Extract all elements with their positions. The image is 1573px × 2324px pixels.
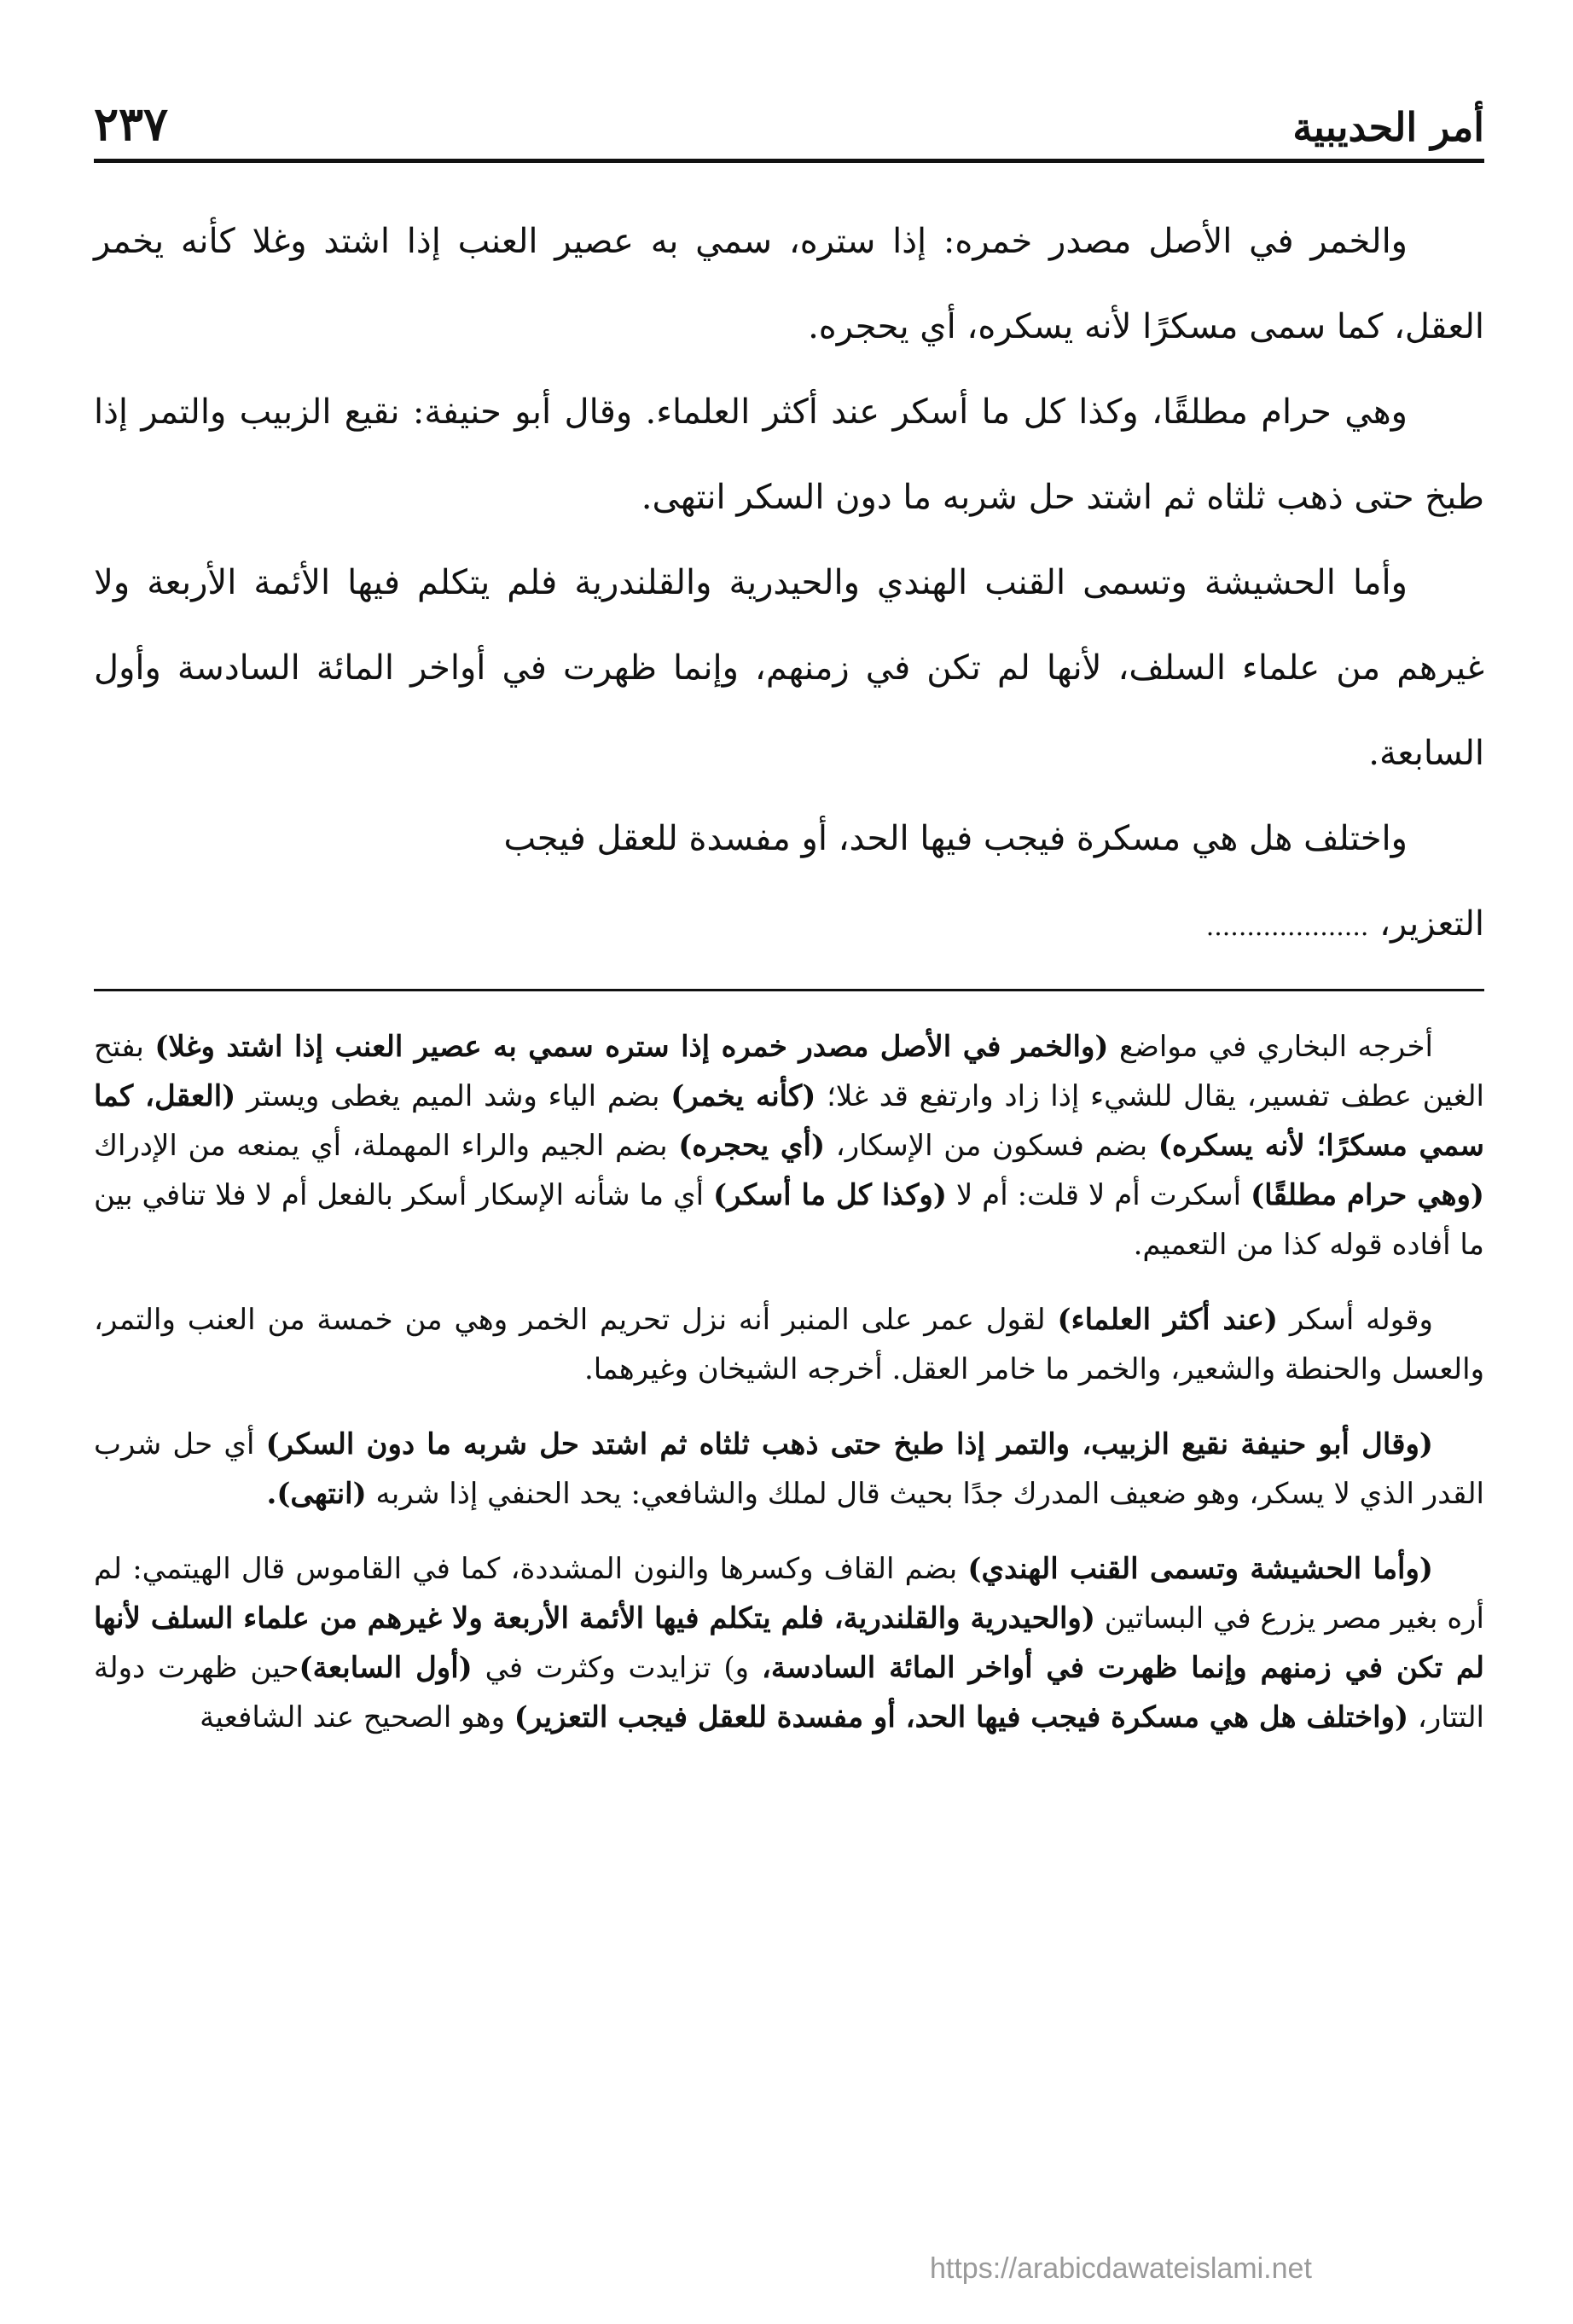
commentary-paragraph-2 bbox=[94, 1295, 1484, 1394]
quoted-matn-segment: (كأنه يخمر) bbox=[670, 1079, 816, 1113]
page bbox=[94, 68, 1484, 2286]
commentary-segment: أي حل شرب القدر الذي لا يسكر، وهو ضعيف المدرك جدًا بحيث قال لملك والشافعي: يحد الحنفي إذا شربه bbox=[94, 1427, 1484, 1511]
commentary-paragraph-1 bbox=[94, 1022, 1484, 1269]
watermark-url: https://arabicdawateislami.net bbox=[930, 2252, 1312, 2285]
commentary-segment: أي ما شأنه الإسكار أسكر بالفعل أم لا فلا تنافي بين ما أفاده قوله كذا من التعميم. bbox=[94, 1178, 1484, 1262]
commentary-paragraph-4 bbox=[94, 1544, 1484, 1742]
quoted-matn-segment: (والخمر في الأصل مصدر خمره إذا ستره سمي به عصير العنب إذا اشتد وغلا) bbox=[154, 1030, 1109, 1064]
quoted-matn-segment: (وكذا كل ما أسكر) bbox=[712, 1178, 947, 1212]
main-paragraph-1: والخمر في الأصل مصدر خمره: إذا ستره، سمي به عصير العنب إذا اشتد وغلا كأنه يخمر العقل، كما سمى مسكرًا لأنه يسكره، أي يحجره. bbox=[94, 222, 1484, 346]
commentary-segment: أسكرت أم لا قلت: أم لا bbox=[946, 1178, 1251, 1212]
main-paragraph-3: وأما الحشيشة وتسمى القنب الهندي والحيدرية والقلندرية فلم يتكلم فيها الأئمة الأربعة ولا غيرهم من علماء السلف، لأنها لم تكن في زمنهم، وإنما ظهرت في أواخر المائة السادسة وأول السابعة. bbox=[94, 563, 1484, 773]
commentary-segment: وهو الصحيح عند الشافعية bbox=[200, 1700, 514, 1734]
header-rule bbox=[94, 159, 1484, 163]
running-title: أمر الحديبية bbox=[1292, 104, 1484, 150]
commentary-segment: بضم الياء وشد الميم يغطى ويستر bbox=[235, 1079, 671, 1113]
main-paragraph-2: وهي حرام مطلقًا، وكذا كل ما أسكر عند أكثر العلماء. وقال أبو حنيفة: نقيع الزبيب والتمر إذا طبخ حتى ذهب ثلثاه ثم اشتد حل شربه ما دون السكر انتهى. bbox=[94, 392, 1484, 517]
commentary-segment: وقوله أسكر bbox=[1277, 1303, 1433, 1337]
commentary-segment: بضم القاف وكسرها والنون المشددة، كما في القاموس قال الهيتمي: لم أره بغير مصر يزرع في البساتين bbox=[94, 1552, 1484, 1636]
main-paragraph-4: واختلف هل هي مسكرة فيجب فيها الحد، أو مفسدة للعقل فيجب bbox=[503, 819, 1408, 858]
quoted-matn-segment: (واختلف هل هي مسكرة فيجب فيها الحد، أو مفسدة للعقل فيجب التعزير) bbox=[514, 1700, 1409, 1734]
commentary-segment: بضم فسكون من الإسكار، bbox=[825, 1129, 1158, 1163]
quoted-matn-segment: (انتهى). bbox=[266, 1477, 367, 1511]
commentary-segment: أخرجه البخاري في مواضع bbox=[1108, 1030, 1434, 1064]
main-text bbox=[94, 199, 1484, 970]
continuation-dots: .................... bbox=[1205, 912, 1369, 942]
quoted-matn-segment: (عند أكثر العلماء) bbox=[1057, 1303, 1278, 1337]
page-number: ٢٣٧ bbox=[94, 96, 169, 151]
quoted-matn-segment: (العقل، كما سمي مسكرًا؛ لأنه يسكره) bbox=[94, 1079, 1484, 1163]
quoted-matn-segment: (وأما الحشيشة وتسمى القنب الهندي) bbox=[967, 1552, 1434, 1586]
commentary bbox=[94, 1022, 1484, 1742]
commentary-segment: لقول عمر على المنبر أنه نزل تحريم الخمر وهي من خمسة من العنب والتمر، والعسل والحنطة والشعير، والخمر ما خامر العقل. أخرجه الشيخان وغيرهما. bbox=[94, 1303, 1484, 1386]
main-paragraph-5 bbox=[94, 881, 1484, 970]
quoted-matn-segment: (أي يحجره) bbox=[678, 1129, 826, 1163]
page-header bbox=[94, 68, 1484, 151]
commentary-segment: بضم الجيم والراء المهملة، أي يمنعه من الإدراك bbox=[94, 1129, 679, 1163]
commentary-segment: بفتح الغين عطف تفسير، يقال للشيء إذا زاد وارتفع قد غلا؛ bbox=[94, 1030, 1484, 1113]
quoted-matn-segment: (وهي حرام مطلقًا) bbox=[1251, 1178, 1484, 1212]
commentary-divider bbox=[94, 989, 1484, 991]
commentary-segment: و) تزايدت وكثرت في bbox=[472, 1651, 762, 1685]
continuation-word: التعزير، bbox=[1379, 904, 1484, 944]
commentary-paragraph-3 bbox=[94, 1420, 1484, 1519]
quoted-matn-segment: (والحيدرية والقلندرية، فلم يتكلم فيها الأئمة الأربعة ولا غيرهم من علماء السلف لأنها لم تكن في زمنهم وإنما ظهرت في أواخر المائة السادسة، bbox=[94, 1601, 1485, 1685]
quoted-matn-segment: (أول السابعة) bbox=[299, 1651, 473, 1685]
quoted-matn-segment: (وقال أبو حنيفة نقيع الزبيب، والتمر إذا طبخ حتى ذهب ثلثاه ثم اشتد حل شربه ما دون السكر) bbox=[265, 1427, 1433, 1461]
commentary-segment: حين ظهرت دولة التتار، bbox=[94, 1651, 1484, 1734]
